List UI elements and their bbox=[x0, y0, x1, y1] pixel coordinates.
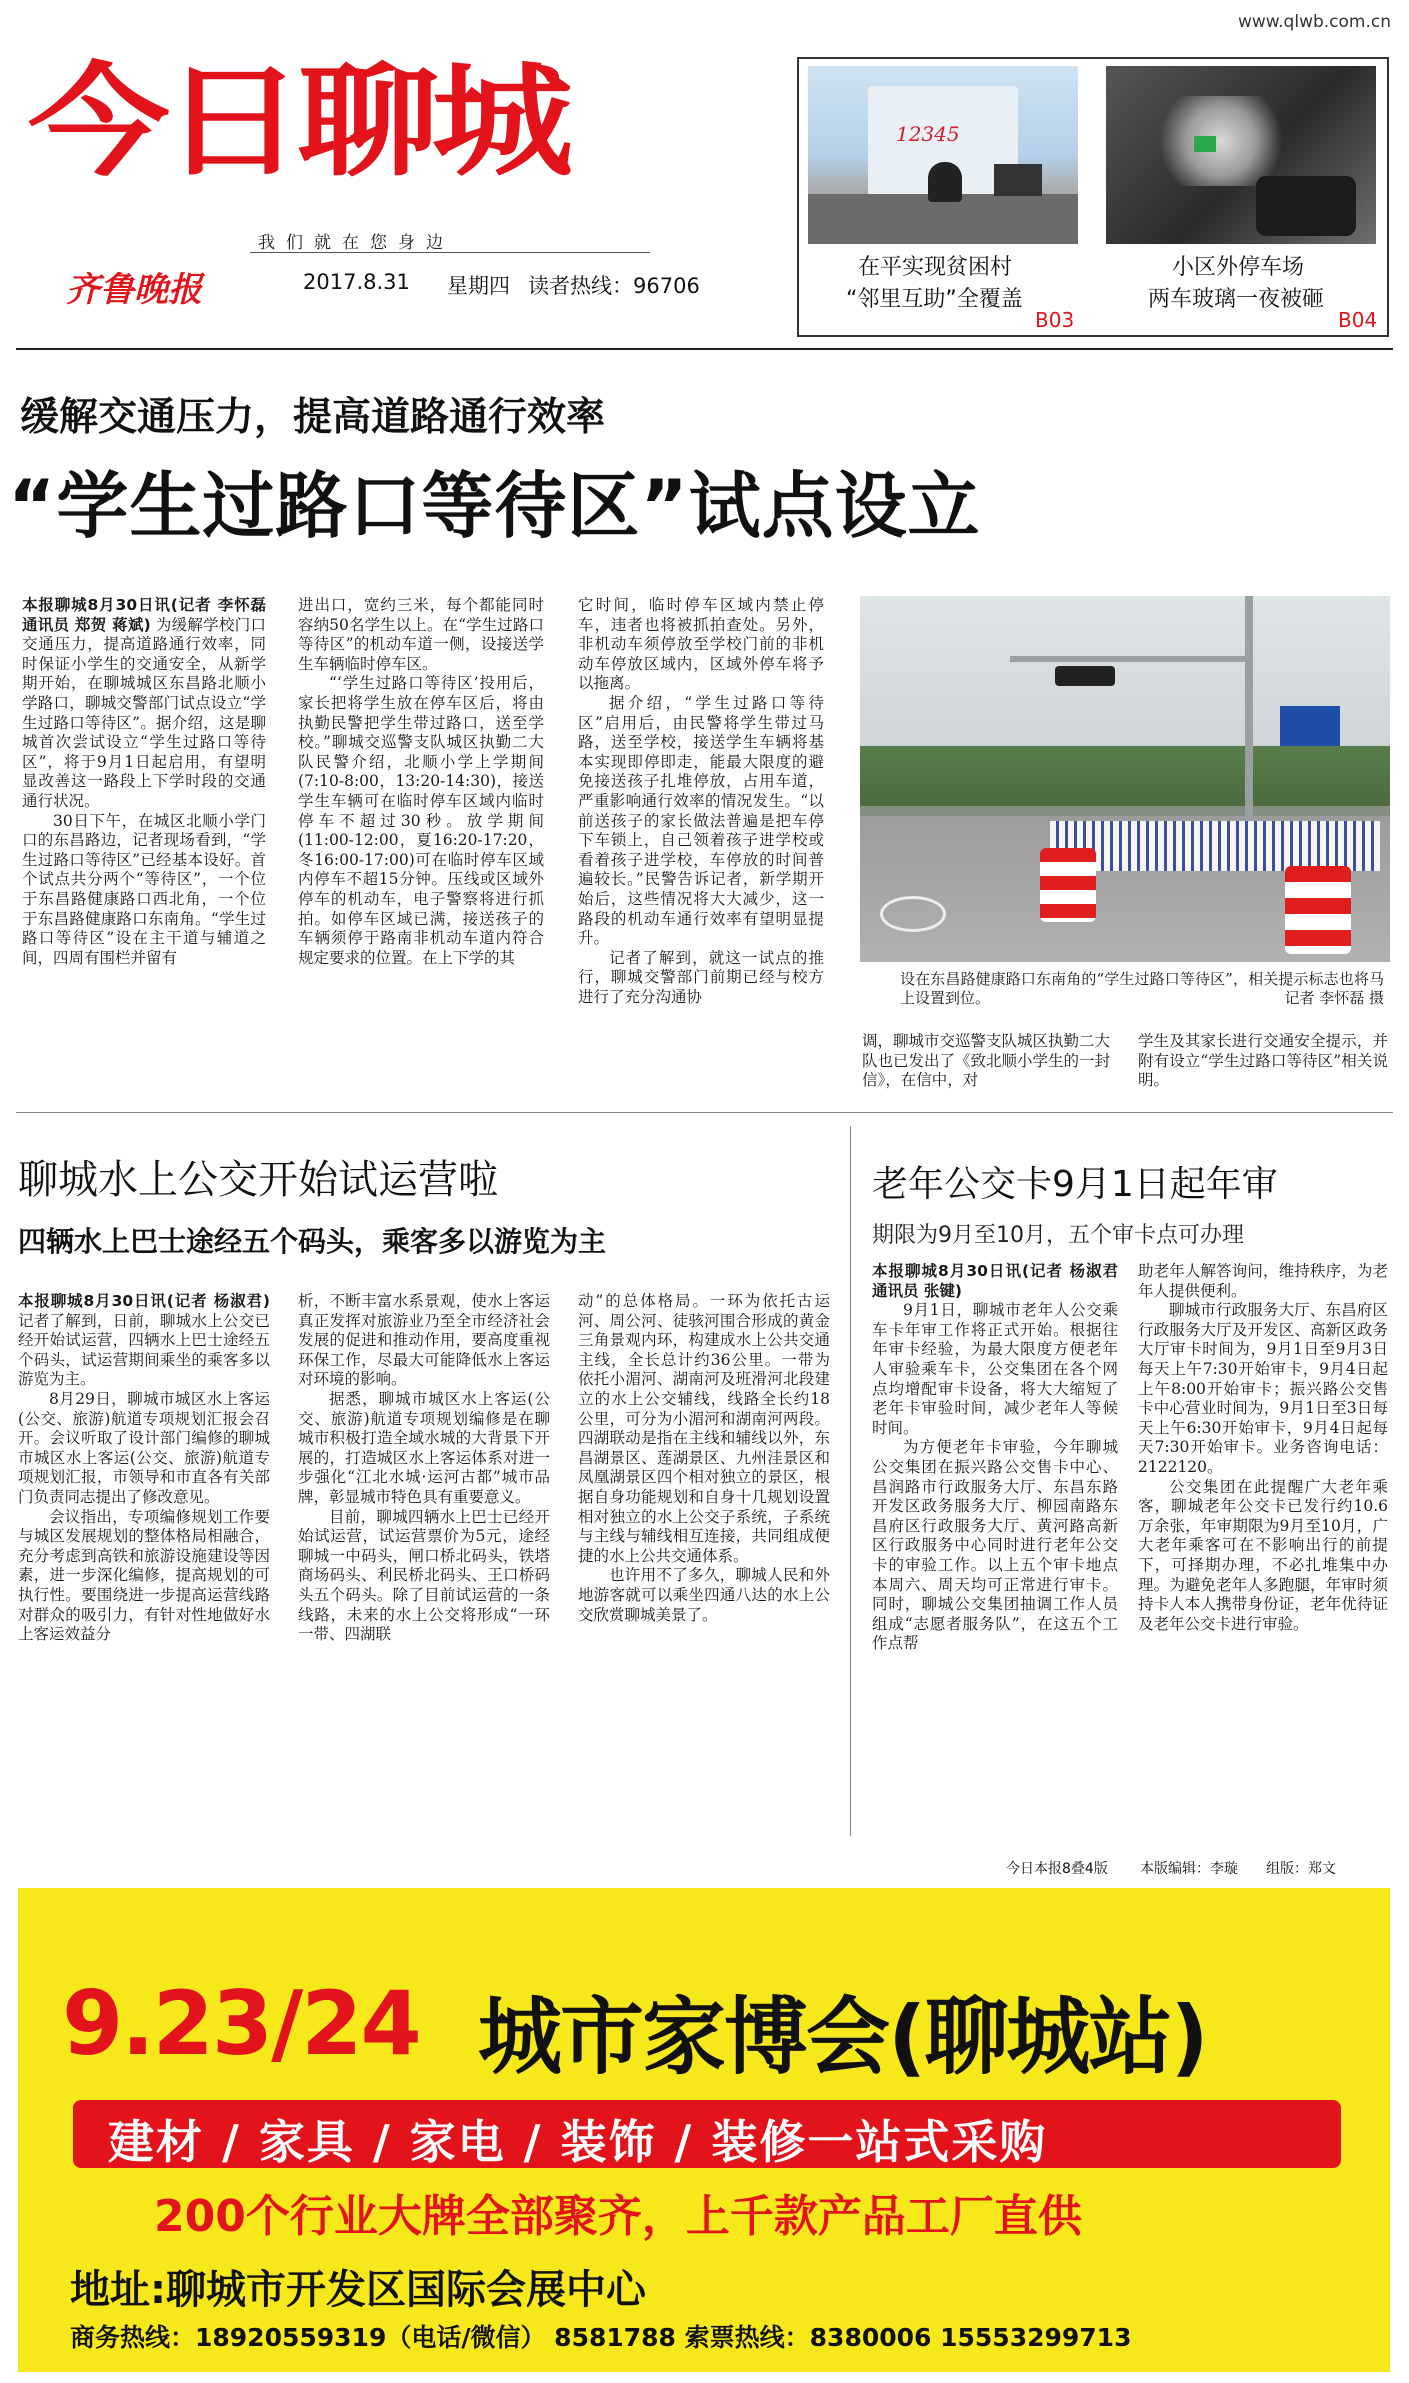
story2-col2b-text: 据悉，聊城市城区水上客运(公交、旅游)航道专项规划编修是在聊城市积极打造全域水城的大背景下开展的，打造城区水上客运体系对进一步强化“江北水城·运河古都”城市品牌，彰显城市特色具有重要意义。 bbox=[298, 1389, 550, 1506]
story1-photo-credit: 记者 李怀磊 摄 bbox=[1284, 989, 1384, 1007]
promo-photo-1[interactable] bbox=[808, 66, 1078, 244]
promo-photo-2-glass bbox=[1146, 96, 1296, 186]
story3-column-1 bbox=[872, 1262, 1118, 1654]
promo-photo-2[interactable] bbox=[1106, 66, 1376, 244]
promo-1-line1[interactable]: 在平实现贫困村 bbox=[858, 255, 1013, 280]
promo-photo-2-seat bbox=[1256, 176, 1356, 236]
story2-col3-text: 动”的总体格局。一环为依托古运河、周公河、徒骇河围合形成的黄金三角景观内环，构建成水上公共交通主线，全长总计约36公里。一带为依托小湄河、湖南河及班滑河北段建立的水上公交辅线，线路全长约18公里，可分为小湄河和湖南河两段。四湖联动是指在主线和辅线以外，东昌湖景区、莲湖景区、九州洼景区和凤凰湖景区四个相对独立的景区，根据自身功能规划和自身十几规划设置相对独立的水上公交子系统，子系统与主线与辅线相互连接，共同组成便捷的水上公共交通体系。 bbox=[578, 1292, 830, 1565]
story1-col3b-text: 据介绍，“学生过路口等待区”启用后，由民警将学生带过马路，送至学校，接送学生车辆将基本实现即停即走，能最大限度的避免接送孩子扎堆停放，占用车道，严重影响通行效率的情况发生。“以前送孩子的家长做法普遍是把车停下车锁上，自己领着孩子进学校或看着孩子进学校，车停放的时间普遍较长。”民警告诉记者，新学期开始后，这些情况将大大减少，这一路段的机动车通行效率有望明显提升。 bbox=[578, 693, 824, 948]
story1-photo-traffic-light bbox=[1055, 666, 1115, 686]
story1-column-1 bbox=[22, 596, 266, 968]
story1-tail-column-1 bbox=[862, 1032, 1110, 1091]
ad-title: 城市家博会(聊城站) bbox=[478, 1988, 1207, 2086]
story1-photo-pole bbox=[1245, 596, 1253, 846]
expo-ad[interactable] bbox=[18, 1888, 1390, 2372]
promo-1-line2[interactable]: “邻里互助”全覆盖 bbox=[846, 287, 1023, 312]
story1-photo-sign bbox=[1280, 706, 1340, 746]
story2-col1b-text: 8月29日，聊城市城区水上客运(公交、旅游)航道专项规划汇报会召开。会议听取了设计部门编修的聊城市城区水上客运(公交、旅游)航道专项规划汇报，市领导和市直各有关部门负责同志提出了修改意见。 bbox=[18, 1389, 270, 1506]
story1-col3c-text: 记者了解到，就这一试点的推行，聊城交警部门前期已经与校方进行了充分沟通协 bbox=[578, 948, 824, 1006]
story2-column-1 bbox=[18, 1292, 270, 1645]
story2-col3b-text: 也许用不了多久，聊城人民和外地游客就可以乘坐四通八达的水上公交欣赏聊城美景了。 bbox=[578, 1566, 830, 1624]
story1-photo-fence bbox=[1050, 821, 1380, 871]
ad-slogan: 建材 / 家具 / 家电 / 装饰 / 装修一站式采购 bbox=[108, 2115, 1048, 2169]
paper-logo: 齐鲁晚报 bbox=[66, 270, 202, 310]
story3-column-2 bbox=[1138, 1262, 1388, 1634]
promo-photo-1-monitor bbox=[994, 164, 1042, 196]
story3-col2c-text: 公交集团在此提醒广大老年乘客，聊城老年公交卡已发行约10.6万余张，年审期限为9月至10月，广大老年乘客可在不影响出行的前提下，可择期办理，不必扎堆集中办理。为避免老年人多跑腿，年审时须持卡人本人携带身份证，老年优待证及老年公交卡进行审验。 bbox=[1138, 1477, 1388, 1633]
ad-subtitle: 200个行业大牌全部聚齐，上千款产品工厂直供 bbox=[154, 2191, 1082, 2242]
story1-column-2 bbox=[298, 596, 544, 968]
ad-address: 地址:聊城市开发区国际会展中心 bbox=[70, 2267, 646, 2313]
story3-byline: 本报聊城8月30日讯(记者 杨淑君 通讯员 张键) bbox=[872, 1262, 1118, 1300]
story1-caption bbox=[900, 970, 1384, 1008]
promo-1-page: B03 bbox=[1035, 308, 1075, 332]
story3-col2b-text: 聊城市行政服务大厅、东昌府区行政服务大厅及开发区、高新区政务大厅审卡时间为，9月1日至9月3日每天上午7:30开始审卡，9月4日起上午8:00开始审卡；振兴路公交售卡中心营业时间为，9月1日至3日每天上午6:30开始审卡，9月4日起每天7:30开始审卡。业务咨询电话：2122120。 bbox=[1138, 1301, 1388, 1476]
story1-caption-text: 设在东昌路健康路口东南角的“学生过路口等待区”，相关提示标志也将马上设置到位。 bbox=[900, 970, 1384, 1007]
story1-col1-text: 为缓解学校门口交通压力，提高道路通行效率，同时保证小学生的交通安全，从新学期开始，在聊城城区东昌路北顺小学路口，聊城交警部门试点设立“学生过路口等待区”。据介绍，这是聊城首次尝试设立“学生过路口等待区”，将于9月1日起启用，有望明显改善这一路段上下学时段的交通通行状况。 bbox=[22, 615, 266, 810]
story2-headline[interactable]: 聊城水上公交开始试运营啦 bbox=[18, 1157, 498, 1203]
story1-headline[interactable]: “学生过路口等待区”试点设立 bbox=[8, 464, 981, 548]
story3-col2-text: 助老年人解答询问，维持秩序，为老年人提供便利。 bbox=[1138, 1262, 1388, 1300]
page-editor: 本版编辑：李璇 bbox=[1140, 1861, 1238, 1877]
story1-photo[interactable] bbox=[860, 596, 1390, 962]
story1-tail2-text: 学生及其家长进行交通安全提示，并附有设立“学生过路口等待区”相关说明。 bbox=[1138, 1032, 1388, 1090]
site-url[interactable]: www.qlwb.com.cn bbox=[1238, 12, 1391, 32]
story2-col1-text: 记者了解到，日前，聊城水上公交已经开始试运营，四辆水上巴士途经五个码头，试运营期间乘坐的乘客多以游览为主。 bbox=[18, 1311, 270, 1389]
story1-col1b-text: 30日下午，在城区北顺小学门口的东昌路边，记者现场看到，“学生过路口等待区”已经基本设好。首个试点共分两个“等待区”，一个位于东昌路健康路口西北角，一个位于东昌路健康路口东南角。“学生过路口等待区”设在主干道与辅道之间，四周有围栏并留有 bbox=[22, 811, 266, 967]
story2-column-2 bbox=[298, 1292, 550, 1645]
story2-subhead: 四辆水上巴士途经五个码头，乘客多以游览为主 bbox=[18, 1225, 607, 1258]
story2-column-3 bbox=[578, 1292, 830, 1625]
masthead-slogan: 我们就在您身边 bbox=[258, 233, 454, 253]
edition-note: 今日本报8叠4版 bbox=[1006, 1861, 1108, 1877]
story1-kicker: 缓解交通压力，提高道路通行效率 bbox=[20, 395, 606, 440]
reader-hotline: 读者热线：96706 bbox=[528, 274, 700, 298]
masthead-divider bbox=[16, 348, 1393, 350]
story3-subhead: 期限为9月至10月，五个审卡点可办理 bbox=[872, 1223, 1244, 1248]
story1-photo-trees bbox=[860, 746, 1390, 806]
story2-3-divider bbox=[850, 1126, 851, 1836]
story2-col2c-text: 目前，聊城四辆水上巴士已经开始试运营，试运营票价为5元，途经聊城一中码头，闸口桥北码头，铁塔商场码头、利民桥北码头、王口桥码头五个码头。除了目前试运营的一条线路，未来的水上公交将形成“一环一带、四湖联 bbox=[298, 1507, 550, 1644]
story1-photo-marking bbox=[880, 896, 946, 932]
story1-column-3 bbox=[578, 596, 824, 1007]
story1-col2-text: 进出口，宽约三米，每个都能同时容纳50名学生以上。在“学生过路口等待区”的机动车道一侧，设接送学生车辆临时停车区。 bbox=[298, 596, 544, 673]
story1-col2b-text: “‘学生过路口等待区’投用后，家长把将学生放在停车区后，将由执勤民警把学生带过路口，送至学校。”聊城交巡警支队城区执勤二大队民警介绍，北顺小学上学期间(7:10-8:00，13:20-14:30)，接送学生车辆可在临时停车区域内临时停车不超过30秒。放学期间(11:00-12:00，夏16:20-17:20，冬16:00-17:00)可在临时停车区域内停车不超15分钟。压线或区域外停车的机动车，电子警察将进行抓拍。如停车区域已满，接送孩子的车辆须停于路南非机动车道内符合规定要求的位置。在上下学的其 bbox=[298, 674, 544, 967]
story1-col3-text: 它时间，临时停车区域内禁止停车，违者也将被抓拍查处。另外，非机动车须停放至学校门前的非机动车停放区域内，区域外停车将予以拖离。 bbox=[578, 596, 824, 693]
story2-col2-text: 析，不断丰富水系景观，使水上客运真正发挥对旅游业乃至全市经济社会发展的促进和推动作用，要高度重视环保工作，尽最大可能降低水上客运对环境的影响。 bbox=[298, 1292, 550, 1389]
page-designer: 组版：郑文 bbox=[1266, 1861, 1336, 1877]
issue-date: 2017.8.31 bbox=[303, 270, 410, 294]
story1-divider bbox=[16, 1112, 1393, 1113]
promo-2-line2[interactable]: 两车玻璃一夜被砸 bbox=[1148, 287, 1325, 312]
promo-photo-1-sign: 12345 bbox=[896, 122, 960, 146]
ad-contacts: 商务热线：18920559319（电话/微信） 8581788 索票热线：8380006 15553299713 bbox=[70, 2323, 1132, 2352]
promo-photo-1-person bbox=[928, 162, 962, 202]
promo-2-line1[interactable]: 小区外停车场 bbox=[1172, 255, 1305, 280]
story2-col1c-text: 会议指出，专项编修规划工作要与城区发展规划的整体格局相融合，充分考虑到高铁和旅游设施建设等因素，进一步深化编修，提高规划的可执行性。要围绕进一步提高运营线路对群众的吸引力，有针对性地做好水上客运效益分 bbox=[18, 1507, 270, 1644]
story1-tail-column-2 bbox=[1138, 1032, 1388, 1091]
story1-photo-barrel-2 bbox=[1285, 866, 1351, 954]
masthead-title: 今日聊城 bbox=[28, 51, 567, 193]
promo-2-page: B04 bbox=[1338, 308, 1378, 332]
story1-photo-barrel-1 bbox=[1040, 848, 1096, 922]
story1-byline: 本报聊城8月30日讯(记者 李怀磊 通讯员 郑贺 蒋斌) bbox=[22, 596, 266, 634]
story3-col1-text: 9月1日，聊城市老年人公交乘车卡年审工作将正式开始。根据往年审卡经验，为最大限度方便老年人审验乘车卡，公交集团在各个网点均增配审卡设备，将大大缩短了老年卡审验时间，减少老年人等候时间。 bbox=[872, 1301, 1118, 1437]
ad-dates: 9.23/24 bbox=[62, 1972, 420, 2075]
story3-headline[interactable]: 老年公交卡9月1日起年审 bbox=[872, 1164, 1278, 1205]
story1-photo-arm bbox=[1010, 656, 1250, 662]
promo-photo-2-object bbox=[1194, 136, 1216, 152]
issue-weekday: 星期四 bbox=[447, 274, 510, 298]
story3-col1b-text: 为方便老年卡审验，今年聊城公交集团在振兴路公交售卡中心、昌润路市行政服务大厅、东昌东路开发区政务服务大厅、柳园南路东昌府区行政服务大厅、黄河路高新区行政服务中心同时进行老年公交卡的审验工作。以上五个审卡地点本周六、周天均可正常进行审卡。同时，聊城公交集团抽调工作人员组成“志愿者服务队”，在这五个工作点帮 bbox=[872, 1438, 1118, 1653]
story1-tail1-text: 调，聊城市交巡警支队城区执勤二大队也已发出了《致北顺小学生的一封信》，在信中，对 bbox=[862, 1032, 1111, 1090]
story2-byline: 本报聊城8月30日讯(记者 杨淑君) bbox=[18, 1292, 270, 1310]
